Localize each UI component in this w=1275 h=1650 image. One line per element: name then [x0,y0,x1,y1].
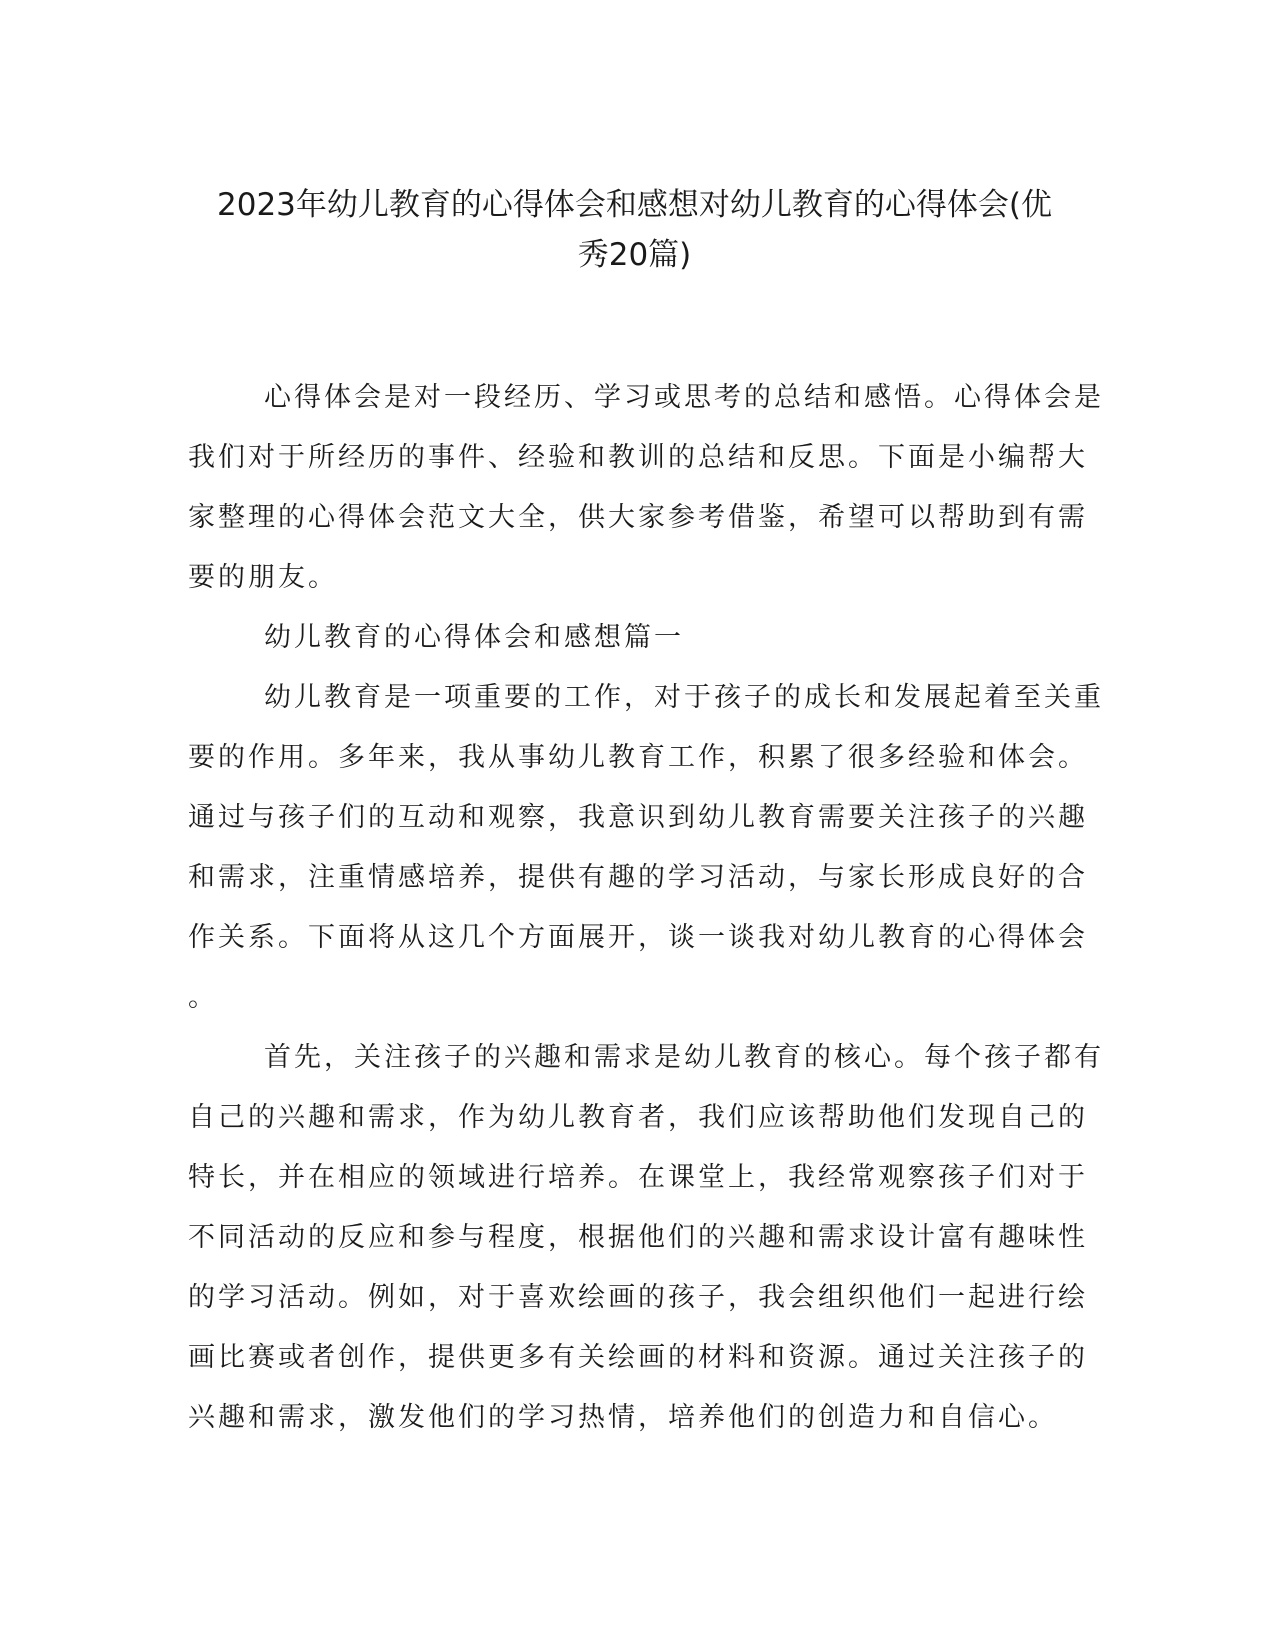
paragraph-line: 我们对于所经历的事件、经验和教训的总结和反思。下面是小编帮大 [188,442,1088,473]
document-body [188,368,1104,1448]
intro-paragraph [188,368,1104,608]
paragraph-line: 要的朋友。 [188,562,338,593]
paragraph-line: 画比赛或者创作，提供更多有关绘画的材料和资源。通过关注孩子的 [188,1342,1088,1373]
document-title [182,180,1087,280]
paragraph-line: 作关系。下面将从这几个方面展开，谈一谈我对幼儿教育的心得体会 [188,922,1088,953]
paragraph-line: 自己的兴趣和需求，作为幼儿教育者，我们应该帮助他们发现自己的 [188,1102,1088,1133]
paragraph-line: 通过与孩子们的互动和观察，我意识到幼儿教育需要关注孩子的兴趣 [188,802,1088,833]
title-line: 秀20篇) [577,237,692,273]
section-heading [188,608,1093,668]
paragraph-line: 要的作用。多年来，我从事幼儿教育工作，积累了很多经验和体会。 [188,742,1088,773]
paragraph-line: 的学习活动。例如，对于喜欢绘画的孩子，我会组织他们一起进行绘 [188,1282,1088,1313]
section-heading-text: 幼儿教育的心得体会和感想篇一 [264,622,684,653]
body-paragraph [188,1028,1104,1448]
paragraph-line: 特长，并在相应的领域进行培养。在课堂上，我经常观察孩子们对于 [188,1162,1088,1193]
paragraph-line: 和需求，注重情感培养，提供有趣的学习活动，与家长形成良好的合 [188,862,1088,893]
title-line: 2023年幼儿教育的心得体会和感想对幼儿教育的心得体会(优 [217,187,1052,223]
paragraph-line: 首先，关注孩子的兴趣和需求是幼儿教育的核心。每个孩子都有 [264,1042,1104,1073]
paragraph-line: 兴趣和需求，激发他们的学习热情，培养他们的创造力和自信心。 [188,1402,1058,1433]
paragraph-line: 幼儿教育是一项重要的工作，对于孩子的成长和发展起着至关重 [264,682,1104,713]
paragraph-line: 心得体会是对一段经历、学习或思考的总结和感悟。心得体会是 [264,382,1104,413]
paragraph-line: 。 [188,982,218,1013]
paragraph-line: 家整理的心得体会范文大全，供大家参考借鉴，希望可以帮助到有需 [188,502,1088,533]
paragraph-line: 不同活动的反应和参与程度，根据他们的兴趣和需求设计富有趣味性 [188,1222,1088,1253]
body-paragraph [188,668,1104,1028]
